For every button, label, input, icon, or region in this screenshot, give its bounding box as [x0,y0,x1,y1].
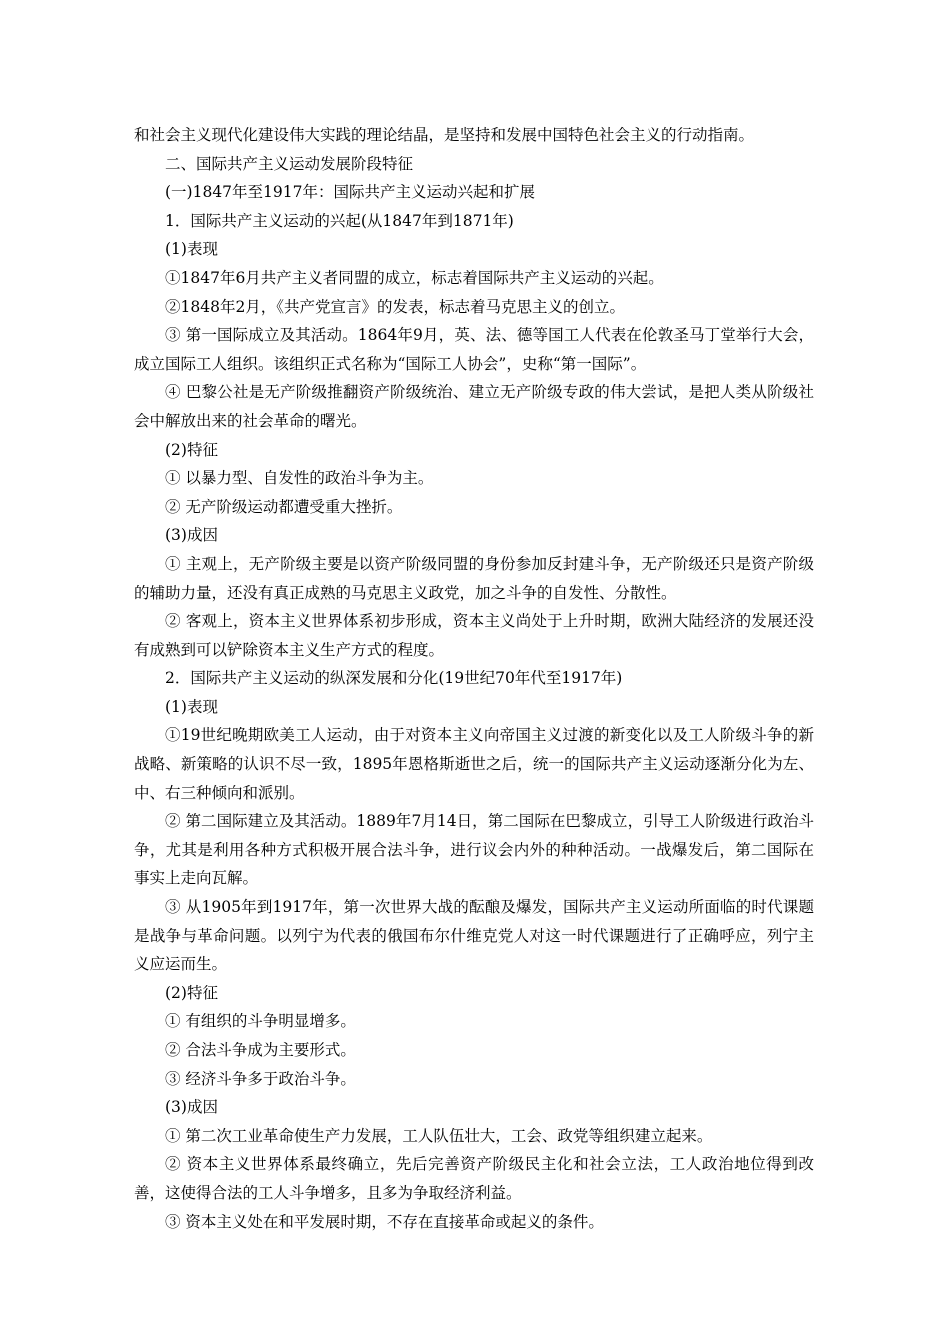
subheading-manifestation: (1)表现 [165,240,218,259]
list-item: ① 主观上，无产阶级主要是以资产阶级同盟的身份参加反封建斗争，无产阶级还只是资产阶级的辅助力量，还没有真正成熟的马克思主义政党，加之斗争的自发性、分散性。 [134,554,814,602]
list-item: ③ 从1905年到1917年，第一次世界大战的酝酿及爆发，国际共产主义运动所面临的时代课题是战争与革命问题。以列宁为代表的俄国布尔什维克党人对这一时代课题进行了正确呼应，列宁主义应运而生。 [134,898,814,974]
list-item: ① 有组织的斗争明显增多。 [165,1012,356,1031]
section-heading-2: 二、国际共产主义运动发展阶段特征 [165,154,414,173]
list-item: ①1847年6月共产主义者同盟的成立，标志着国际共产主义运动的兴起。 [165,268,664,287]
paragraph-continuation: 和社会主义现代化建设伟大实践的理论结晶，是坚持和发展中国特色社会主义的行动指南。 [134,126,755,144]
list-item: ① 以暴力型、自发性的政治斗争为主。 [165,469,434,488]
list-item: ③ 资本主义处在和平发展时期，不存在直接革命或起义的条件。 [165,1212,604,1231]
document-body [134,121,814,1236]
list-item: ② 第二国际建立及其活动。1889年7月14日，第二国际在巴黎成立，引导工人阶级进行政治斗争，尤其是利用各种方式积极开展合法斗争，进行议会内外的种种活动。一战爆发后，第二国际在事实上走向瓦解。 [134,812,814,888]
list-item: ① 第二次工业革命使生产力发展，工人队伍壮大，工会、政党等组织建立起来。 [165,1126,713,1145]
list-item: ④ 巴黎公社是无产阶级推翻资产阶级统治、建立无产阶级专政的伟大尝试，是把人类从阶级社会中解放出来的社会革命的曙光。 [134,383,814,430]
topic-heading-2: 2．国际共产主义运动的纵深发展和分化(19世纪70年代至1917年) [165,669,623,688]
subsection-heading-1: (一)1847年至1917年：国际共产主义运动兴起和扩展 [165,183,535,202]
list-item: ①19世纪晚期欧美工人运动，由于对资本主义向帝国主义过渡的新变化以及工人阶级斗争的新战略、新策略的认识不尽一致，1895年恩格斯逝世之后，统一的国际共产主义运动逐渐分化为左、中、右三种倾向和派别。 [134,726,814,802]
subheading-manifestation: (1)表现 [165,697,218,716]
list-item: ③ 经济斗争多于政治斗争。 [165,1069,356,1088]
subheading-causes: (3)成因 [165,526,218,545]
list-item: ② 资本主义世界体系最终确立，先后完善资产阶级民主化和社会立法，工人政治地位得到改善，这使得合法的工人斗争增多，且多为争取经济利益。 [134,1155,814,1202]
list-item: ② 合法斗争成为主要形式。 [165,1041,356,1059]
list-item: ② 客观上，资本主义世界体系初步形成，资本主义尚处于上升时期，欧洲大陆经济的发展还没有成熟到可以铲除资本主义生产方式的程度。 [134,612,814,659]
list-item: ③ 第一国际成立及其活动。1864年9月，英、法、德等国工人代表在伦敦圣马丁堂举行大会，成立国际工人组织。该组织正式名称为“国际工人协会”，史称“第一国际”。 [134,326,814,373]
subheading-features: (2)特征 [165,440,218,459]
list-item: ②1848年2月，《共产党宣言》的发表，标志着马克思主义的创立。 [165,297,626,316]
subheading-causes: (3)成因 [165,1098,218,1117]
list-item: ② 无产阶级运动都遭受重大挫折。 [165,497,403,516]
subheading-features: (2)特征 [165,983,218,1002]
topic-heading-1: 1．国际共产主义运动的兴起(从1847年到1871年) [165,211,514,230]
